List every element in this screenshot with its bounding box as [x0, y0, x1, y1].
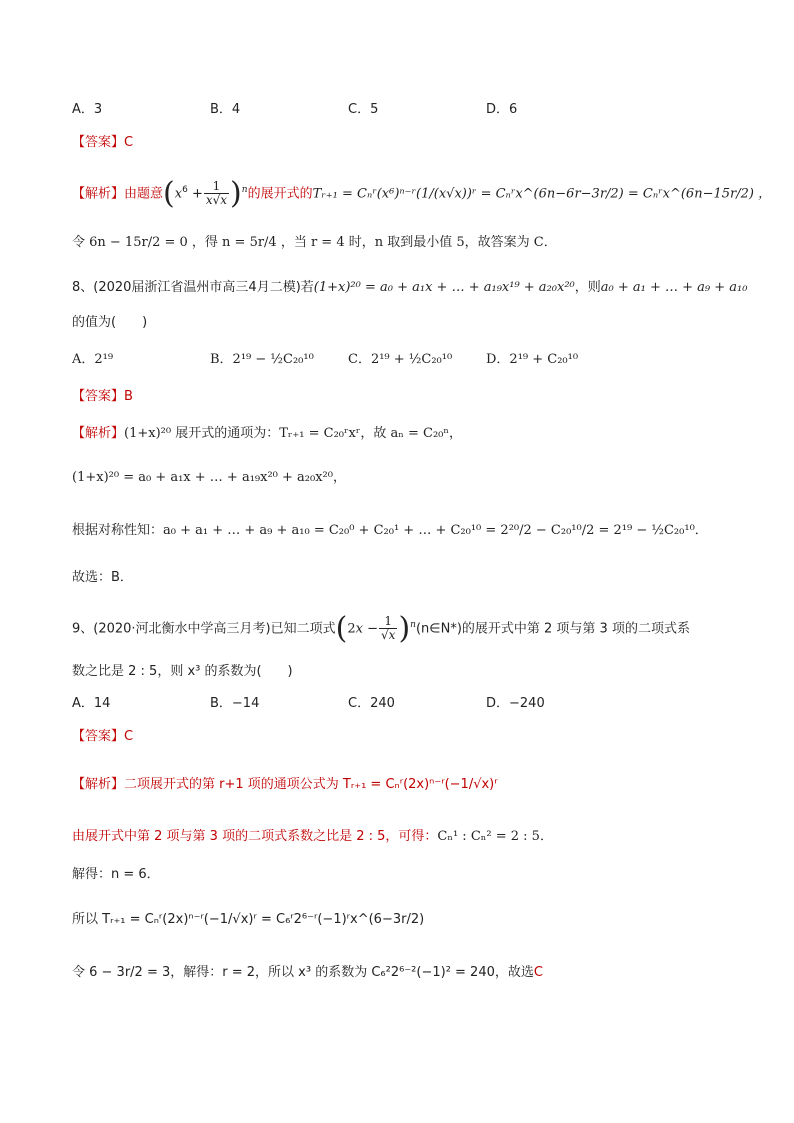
analysis-tag: 【解析】 — [72, 186, 125, 202]
q9-option-a: A．14 — [72, 696, 111, 711]
q8-analysis-line4: 故选：B． — [72, 570, 133, 585]
q9-answer-line — [72, 727, 133, 747]
answer-choice: C — [533, 965, 543, 980]
q8-answer-line — [72, 387, 133, 407]
q7-analysis-line1: 【解析】由题意($x^6$ + $\frac{1}{x√x}$ )$^n$的展开式的Tᵣ₊₁ = Cₙʳ(x⁶)ⁿ⁻ʳ(1/(x√x))ʳ = Cₙʳx^(6n−6r−3r/2) = Cₙʳx^(6n−15r/2) ， — [72, 175, 772, 211]
q9-analysis-line1 — [72, 775, 498, 795]
q8-option-c: C．2¹⁹ + ½C₂₀¹⁰ — [348, 352, 453, 367]
q8-option-b: B．2¹⁹ − ½C₂₀¹⁰ — [210, 352, 314, 367]
q8-connector: ，则 — [574, 280, 601, 295]
analysis-text: 的展开式的 — [247, 186, 313, 202]
analysis-text: 由展开式中第 2 项与第 3 项的二项式系数之比是 2 : 5，可得： — [72, 829, 438, 844]
analysis-tag: 【解析】 — [72, 426, 125, 441]
q9-stem-line1: 9、(2020·河北衡水中学高三月考)已知二项式(2x − $\frac{1}{√x}$ )$^n$(n∈N*)的展开式中第 2 项与第 3 项的二项式系 — [72, 610, 690, 646]
answer-value: C — [124, 135, 134, 150]
analysis-tag: 【解析】 — [72, 777, 125, 792]
q8-stem-line2: 的值为( ) — [72, 315, 148, 330]
q8-analysis-line1 — [72, 424, 462, 444]
q9-analysis-line5 — [72, 963, 543, 983]
q9-analysis-line2 — [72, 827, 553, 847]
analysis-expression: Cₙ¹ : Cₙ² = 2 : 5． — [437, 829, 553, 844]
analysis-text: 由题意 — [124, 186, 164, 202]
q9-stem-text: (n∈N*)的展开式中第 2 项与第 3 项的二项式系 — [415, 621, 690, 637]
answer-tag: 【答案】 — [72, 729, 125, 744]
q8-expression2: a₀ + a₁ + … + a₉ + a₁₀ — [600, 280, 748, 295]
analysis-text: 令 6 − 3r/2 = 3，解得：r = 2，所以 x³ 的系数为 C₆²2⁶⁻²(−1)² = 240，故选 — [72, 965, 534, 980]
q7-option-b: B．4 — [210, 102, 241, 117]
q8-analysis-line3: 根据对称性知：a₀ + a₁ + … + a₉ + a₁₀ = C₂₀⁰ + C₂₀¹ + … + C₂₀¹⁰ = 2²⁰/2 − C₂₀¹⁰/2 = 2¹⁹ − ½C₂₀¹⁰． — [72, 523, 708, 538]
answer-value: B — [124, 389, 133, 404]
q7-analysis-line2: 令 6n − 15r/2 = 0 ，得 n = 5r/4 ，当 r = 4 时，n 取到最小值 5，故答案为 C． — [72, 235, 557, 250]
q9-option-c: C．240 — [348, 696, 395, 711]
q9-option-b: B．−14 — [210, 696, 260, 711]
analysis-text: (1+x)²⁰ 展开式的通项为：Tᵣ₊₁ = C₂₀ʳxʳ，故 aₙ = C₂₀ⁿ， — [124, 426, 463, 441]
q8-option-a: A．2¹⁹ — [72, 352, 114, 367]
q9-source: 9、(2020·河北衡水中学高三月考)已知二项式 — [72, 621, 336, 637]
analysis-text: 二项展开式的第 r+1 项的通项公式为 Tᵣ₊₁ = Cₙʳ(2x)ⁿ⁻ʳ(−1/√x)ʳ — [124, 777, 498, 792]
q9-analysis-line3: 解得：n = 6． — [72, 867, 160, 882]
q8-expression: (1+x)²⁰ = a₀ + a₁x + … + a₁₉x¹⁹ + a₂₀x²⁰ — [313, 280, 575, 295]
q7-answer-line — [72, 133, 133, 153]
q8-analysis-line2: (1+x)²⁰ = a₀ + a₁x + … + a₁₉x²⁰ + a₂₀x²⁰， — [72, 470, 346, 485]
analysis-expression: Tᵣ₊₁ = Cₙʳ(x⁶)ⁿ⁻ʳ(1/(x√x))ʳ = Cₙʳx^(6n−6r−3r/2) = Cₙʳx^(6n−15r/2) ， — [312, 186, 772, 202]
q9-analysis-line4: 所以 Tᵣ₊₁ = Cₙʳ(2x)ⁿ⁻ʳ(−1/√x)ʳ = C₆ʳ2⁶⁻ʳ(−1)ʳx^(6−3r/2) — [72, 912, 425, 927]
answer-tag: 【答案】 — [72, 135, 125, 150]
answer-value: C — [124, 729, 134, 744]
q7-option-a: A．3 — [72, 102, 103, 117]
q7-option-c: C．5 — [348, 102, 379, 117]
q8-stem-line1 — [72, 278, 747, 298]
answer-tag: 【答案】 — [72, 389, 125, 404]
q9-option-d: D．−240 — [486, 696, 545, 711]
q9-stem-line2: 数之比是 2 : 5，则 x³ 的系数为( ) — [72, 664, 293, 679]
q8-source: 8、(2020届浙江省温州市高三4月二模)若 — [72, 280, 314, 295]
q7-option-d: D．6 — [486, 102, 518, 117]
q8-option-d: D．2¹⁹ + C₂₀¹⁰ — [486, 352, 579, 367]
